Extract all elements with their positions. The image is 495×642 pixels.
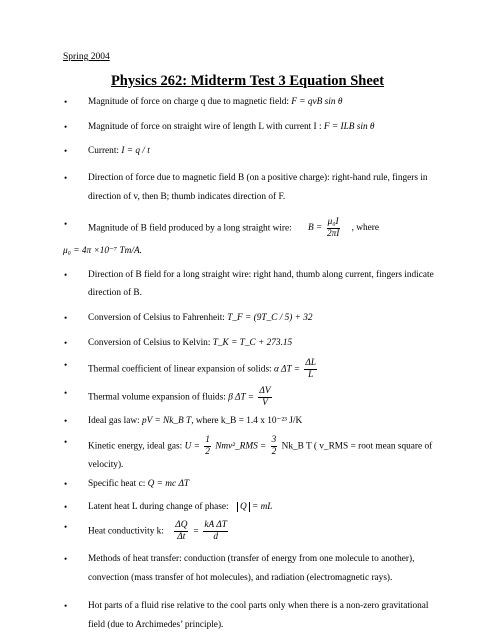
equation: B = $\frac{\text{μ₀I}}{2\pi I}$ [308,216,340,239]
list-item: • Direction of B field for a long straight wire: right hand, thumb along current, fingers indicate direction of B. [63,266,438,302]
list-item: • Magnitude of force on straight wire of length L with current I : F = ILB sin θ [63,120,438,135]
equation: T_F = (9T_C / 5) + 32 [227,313,313,323]
bullet-icon: • [64,416,68,426]
fraction: $\frac{\text{kA ΔT}}{d}$ [204,520,227,542]
bullet-icon: • [64,146,68,156]
header-date: Spring 2004 [63,52,110,62]
list-item: • Conversion of Celsius to Fahrenheit: T_F = (9T_C / 5) + 32 [63,311,438,326]
list-item: • Magnitude of force on charge q due to magnetic field: F = qvB sin θ [63,95,438,110]
absolute-value: Q [237,502,250,512]
equation: I = q / t [121,146,150,156]
bullet-icon: • [64,360,68,370]
equation: T_K = T_C + 273.15 [212,337,293,348]
bullet-icon: • [64,436,68,447]
bullet-icon: • [64,313,68,323]
bullet-icon: • [64,172,68,183]
equation: F = ILB sin θ [323,121,375,132]
list-item: • Conversion of Celsius to Kelvin: T_K = T_C + 273.15 [63,336,438,351]
list-item: • Heat conductivity k: $\frac{\Delta Q}{\Delta t}$ = $\frac{\text{kA ΔT}}{d}$ [64,520,227,542]
fraction: $\frac{1}{2}$ [205,434,210,457]
equation: F = qvB sin θ [291,97,343,107]
page-title: Physics 262: Midterm Test 3 Equation Sheet [110,73,385,89]
bullet-icon: • [64,337,68,348]
mu0-definition: μ₀ = 4π ×10⁻⁷ Tm/A. [63,245,142,256]
equation: β ΔT = [228,392,255,403]
equation: pV = Nk_B T [141,416,192,426]
list-item: • Methods of heat transfer: conduction (transfer of energy from one molecule to another), convection (mass transfer of hot molecules), and radiation (electromagnetic rays). [63,550,438,588]
list-item: • Latent heat L during change of phase: Q = mL [63,500,438,515]
list-item: • Thermal volume expansion of fluids: β ΔT = $\frac{\Delta V}{V}$ [64,386,271,408]
list-item: • Ideal gas law: pV = Nk_B T, where k_B = 1.4 x 10⁻²³ J/K [63,414,438,429]
bullet-icon: • [64,218,68,229]
bullet-icon: • [64,522,68,532]
list-item: • Specific heat c: Q = mc ΔT [63,477,438,492]
bullet-icon: • [64,479,68,489]
fraction: $\frac{\Delta L}{L}$ [305,358,317,380]
equation: Q = mc ΔT [147,479,190,489]
bullet-icon: • [64,601,68,611]
list-item: • Kinetic energy, ideal gas: U = $\frac{1}{2}$ Nmv²_RMS = $\frac{3}{2}$ Nk_B T ( v_RMS = root mean square of velocity). [64,434,433,470]
equation-list [63,95,438,642]
bullet-icon: • [64,554,68,564]
list-item: • Direction of force due to magnetic field B (on a positive charge): right-hand rule, fingers in direction of v, then B; thumb indicates direction of F. [63,169,438,207]
list-item: • Thermal coefficient of linear expansion of solids: α ΔT = $\frac{\Delta L}{L}$ [64,358,317,380]
fraction: $\frac{\Delta Q}{\Delta t}$ [175,520,188,542]
list-item: • Magnitude of B field produced by a long straight wire: B = $\frac{\text{μ₀I}}{2\pi I}$ , where μ₀ = 4π ×10⁻⁷ Tm/A. [63,217,438,259]
bullet-icon: • [64,388,68,398]
bullet-icon: • [64,121,68,132]
fraction: $\frac{\Delta V}{V}$ [259,386,271,408]
bullet-icon: • [64,501,68,512]
fraction: $\frac{3}{2}$ [271,434,277,457]
fraction: $\frac{\text{μ₀I}}{2\pi I}$ [326,216,340,239]
bullet-icon: • [64,270,68,280]
equation: α ΔT = [273,364,301,375]
list-item: • Hot parts of a fluid rise relative to the cool parts only when there is a non-zero gravitational field (due to Archimedes’ principle). [63,597,438,635]
list-item: • Current: I = q / t [63,144,438,159]
bullet-icon: • [64,97,68,107]
